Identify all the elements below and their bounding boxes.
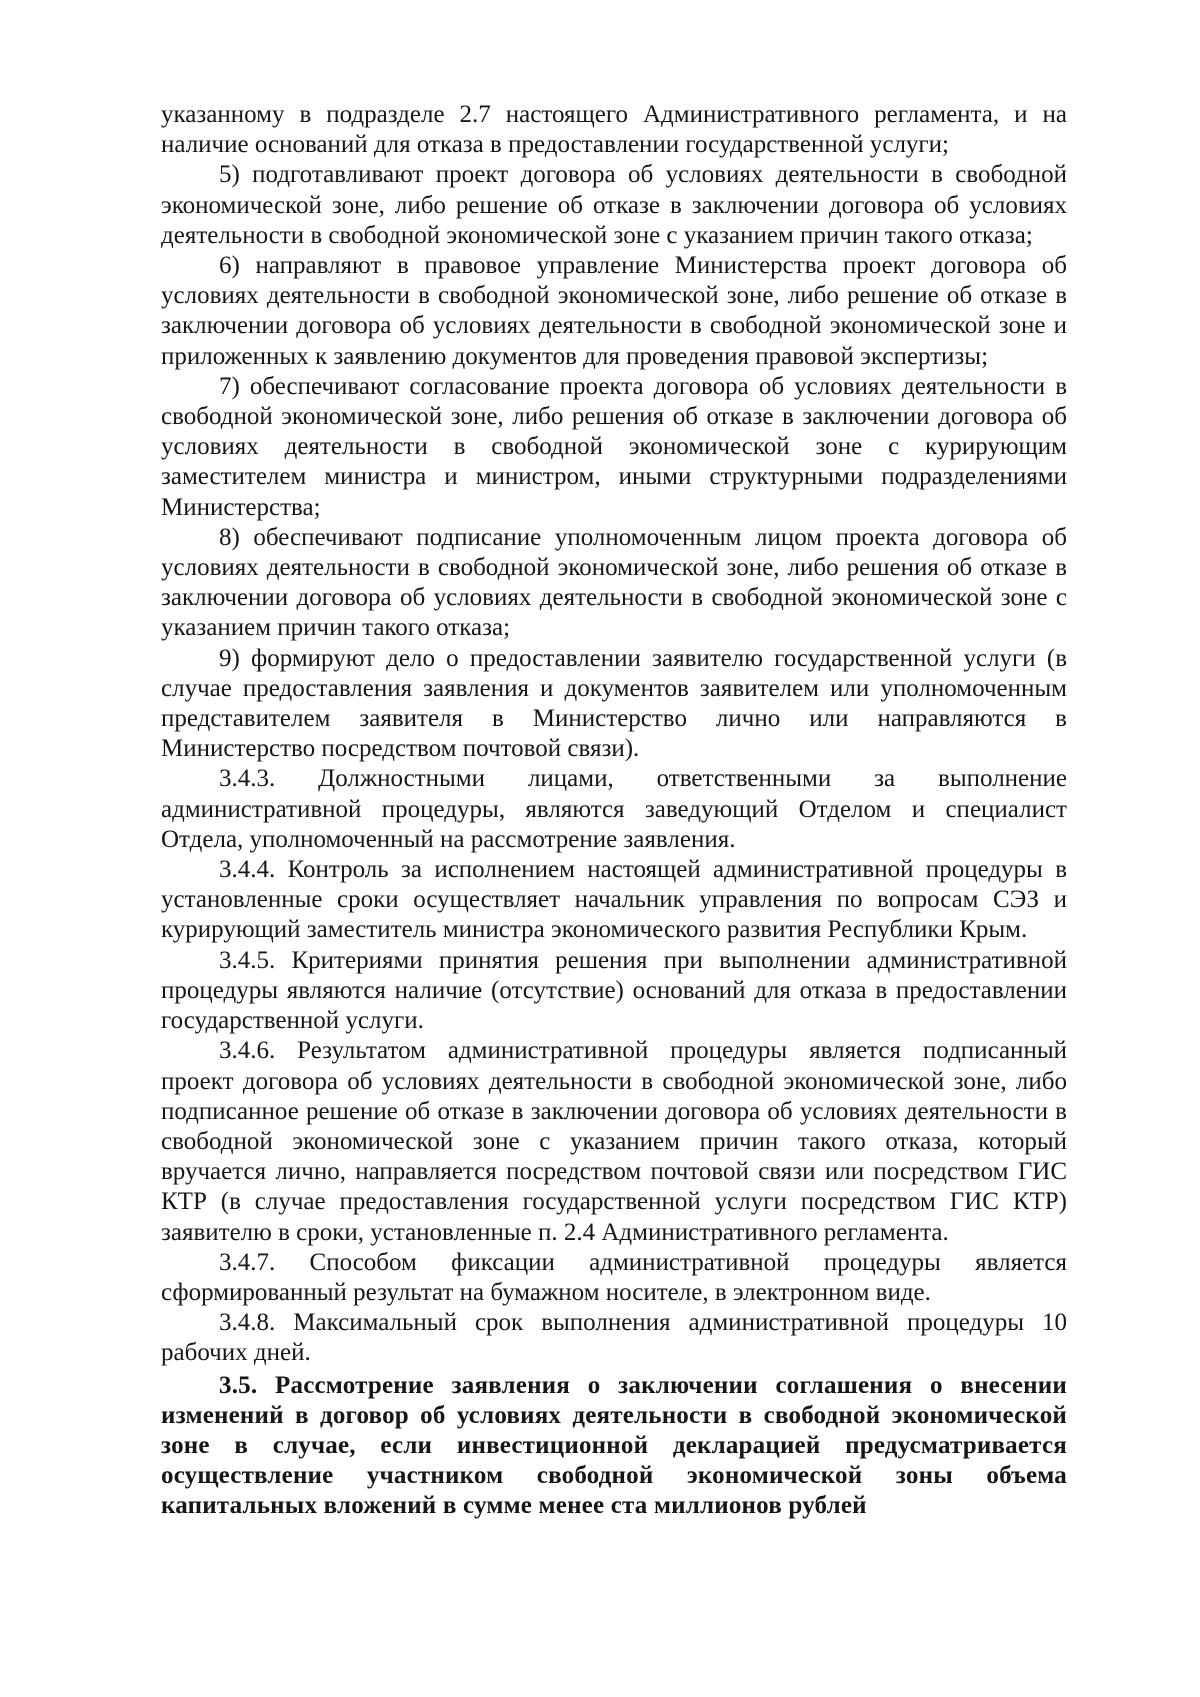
paragraph-continuation: указанному в подразделе 2.7 настоящего Административного регламента, и на наличие оснований для отказа в предоставлении государственной услуги; — [161, 101, 1067, 159]
paragraph-3-4-6: 3.4.6. Результатом административной процедуры является подписанный проект договора об условиях деятельности в свободной экономической зоне, либо подписанное решение об отказе в заключении договора об условиях деятельности в свободной экономической зоне с указанием причин такого отказа, который вручается лично, направляется посредством почтовой связи или посредством ГИС КТР (в случае предоставления государственной услуги посредством ГИС КТР) заявителю в сроки, установленные п. 2.4 Административного регламента. — [161, 1037, 1067, 1246]
paragraph-item-8: 8) обеспечивают подписание уполномоченным лицом проекта договора об условиях деятельности в свободной экономической зоне, либо решения об отказе в заключении договора об условиях деятельности в свободной экономической зоне с указанием причин такого отказа; — [161, 523, 1067, 642]
section-heading-3-5: 3.5. Рассмотрение заявления о заключении соглашения о внесении изменений в договор об условиях деятельности в свободной экономической зоне в случае, если инвестиционной декларацией предусматривается осуществление участником свободной экономической зоны объема капитальных вложений в сумме менее ста миллионов рублей — [161, 1371, 1067, 1520]
paragraph-3-4-3: 3.4.3. Должностными лицами, ответственными за выполнение административной процедуры, являются заведующий Отделом и специалист Отдела, уполномоченный на рассмотрение заявления. — [161, 765, 1067, 853]
paragraph-3-4-8: 3.4.8. Максимальный срок выполнения административной процедуры 10 рабочих дней. — [161, 1309, 1067, 1367]
paragraph-3-4-7: 3.4.7. Способом фиксации административной процедуры является сформированный результат на бумажном носителе, в электронном виде. — [161, 1248, 1067, 1306]
paragraph-item-9: 9) формируют дело о предоставлении заявителю государственной услуги (в случае предоставления заявления и документов заявителем или уполномоченным представителем заявителя в Министерство лично или направляются в Министерство посредством почтовой связи). — [161, 644, 1067, 763]
paragraph-item-6: 6) направляют в правовое управление Министерства проект договора об условиях деятельности в свободной экономической зоне, либо решение об отказе в заключении договора об условиях деятельности в свободной экономической зоне и приложенных к заявлению документов для проведения правовой экспертизы; — [161, 252, 1067, 370]
paragraph-item-7: 7) обеспечивают согласование проекта договора об условиях деятельности в свободной экономической зоне, либо решения об отказе в заключении договора об условиях деятельности в свободной экономической зоне с курирующим заместителем министра и министром, иными структурными подразделениями Министерства; — [161, 372, 1067, 521]
paragraph-3-4-5: 3.4.5. Критериями принятия решения при выполнении административной процедуры являются наличие (отсутствие) оснований для отказа в предоставлении государственной услуги. — [161, 946, 1067, 1035]
paragraph-item-5: 5) подготавливают проект договора об условиях деятельности в свободной экономической зоне, либо решение об отказе в заключении договора об условиях деятельности в свободной экономической зоне с указанием причин такого отказа; — [161, 161, 1067, 249]
document-page — [161, 100, 1067, 1522]
paragraph-3-4-4: 3.4.4. Контроль за исполнением настоящей административной процедуры в установленные сроки осуществляет начальник управления по вопросам СЭЗ и курирующий заместитель министра экономического развития Республики Крым. — [161, 856, 1067, 944]
